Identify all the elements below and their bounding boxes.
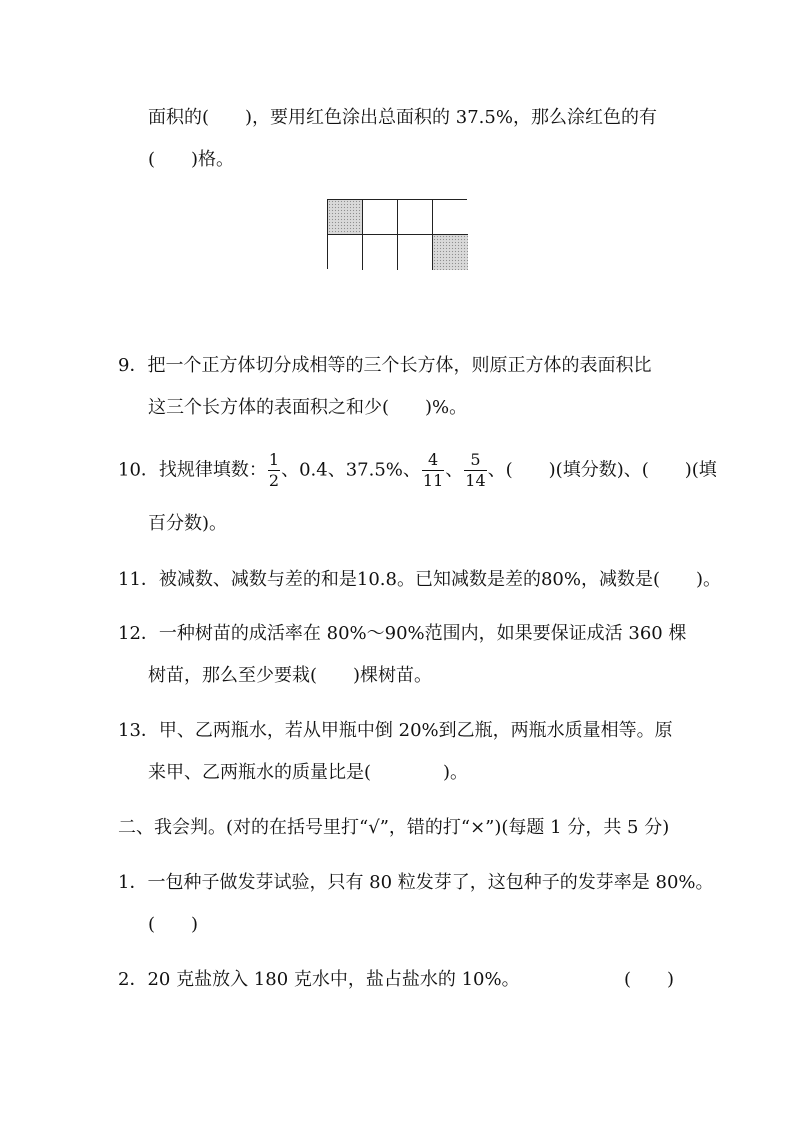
q12-line1: 12．一种树苗的成活率在 80%～90%范围内，如果要保证成活 360 棵: [118, 623, 687, 644]
q10-prefix: 10．找规律填数：: [118, 459, 267, 481]
grid-cell: [433, 200, 468, 235]
section-heading-judge: 二、我会判。(对的在括号里打“√”，错的打“×”)(每题 1 分，共 5 分): [118, 817, 670, 838]
q10-line1: [118, 452, 717, 489]
fraction-numerator: 1: [268, 450, 280, 469]
grid-cell: [363, 200, 398, 235]
judge-q1-answer-paren: ( ): [148, 914, 199, 935]
fraction-denominator: 11: [422, 471, 444, 490]
q12-line2: 树苗，那么至少要栽( )棵树苗。: [148, 665, 433, 686]
grid-cell-shaded: [328, 200, 363, 235]
fraction-denominator: 2: [268, 471, 280, 490]
q9-line1: 9．把一个正方体切分成相等的三个长方体，则原正方体的表面积比: [118, 355, 652, 376]
judge-q2-line: 2．20 克盐放入 180 克水中，盐占盐水的 10%。: [118, 969, 520, 990]
q9-line2: 这三个长方体的表面积之和少( )%。: [148, 397, 468, 418]
q8-line1: 面积的( )，要用红色涂出总面积的 37.5%，那么涂红色的有: [148, 107, 657, 128]
shaded-grid-figure: [327, 199, 467, 269]
q8-line2: ( )格。: [148, 149, 235, 170]
q10-mid: 、0.4、37.5%、: [281, 459, 421, 481]
judge-q2-answer-paren: ( ): [624, 969, 675, 990]
grid-cell: [363, 235, 398, 270]
q10-line2: 百分数)。: [148, 513, 228, 534]
grid-cell: [398, 200, 433, 235]
grid-cell: [398, 235, 433, 270]
fraction-1-2: [268, 452, 280, 489]
fraction-4-11: [422, 452, 444, 489]
q13-line2: 来甲、乙两瓶水的质量比是( )。: [148, 762, 469, 783]
judge-q1-line1: 1．一包种子做发芽试验，只有 80 粒发芽了，这包种子的发芽率是 80%。: [118, 872, 714, 893]
fraction-denominator: 14: [465, 471, 486, 490]
fraction-5-14: [464, 452, 486, 489]
fraction-numerator: 5: [464, 452, 486, 471]
grid-cell-shaded: [433, 235, 468, 270]
q11-line: 11．被减数、减数与差的和是10.8。已知减数是差的80%，减数是( )。: [118, 569, 722, 590]
q10-sep: 、: [445, 459, 464, 481]
q13-line1: 13．甲、乙两瓶水，若从甲瓶中倒 20%到乙瓶，两瓶水质量相等。原: [118, 720, 673, 741]
q10-suffix: 、( )(填分数)、( )(填: [487, 459, 717, 481]
grid-cell: [328, 235, 363, 270]
fraction-numerator: 4: [422, 452, 444, 471]
